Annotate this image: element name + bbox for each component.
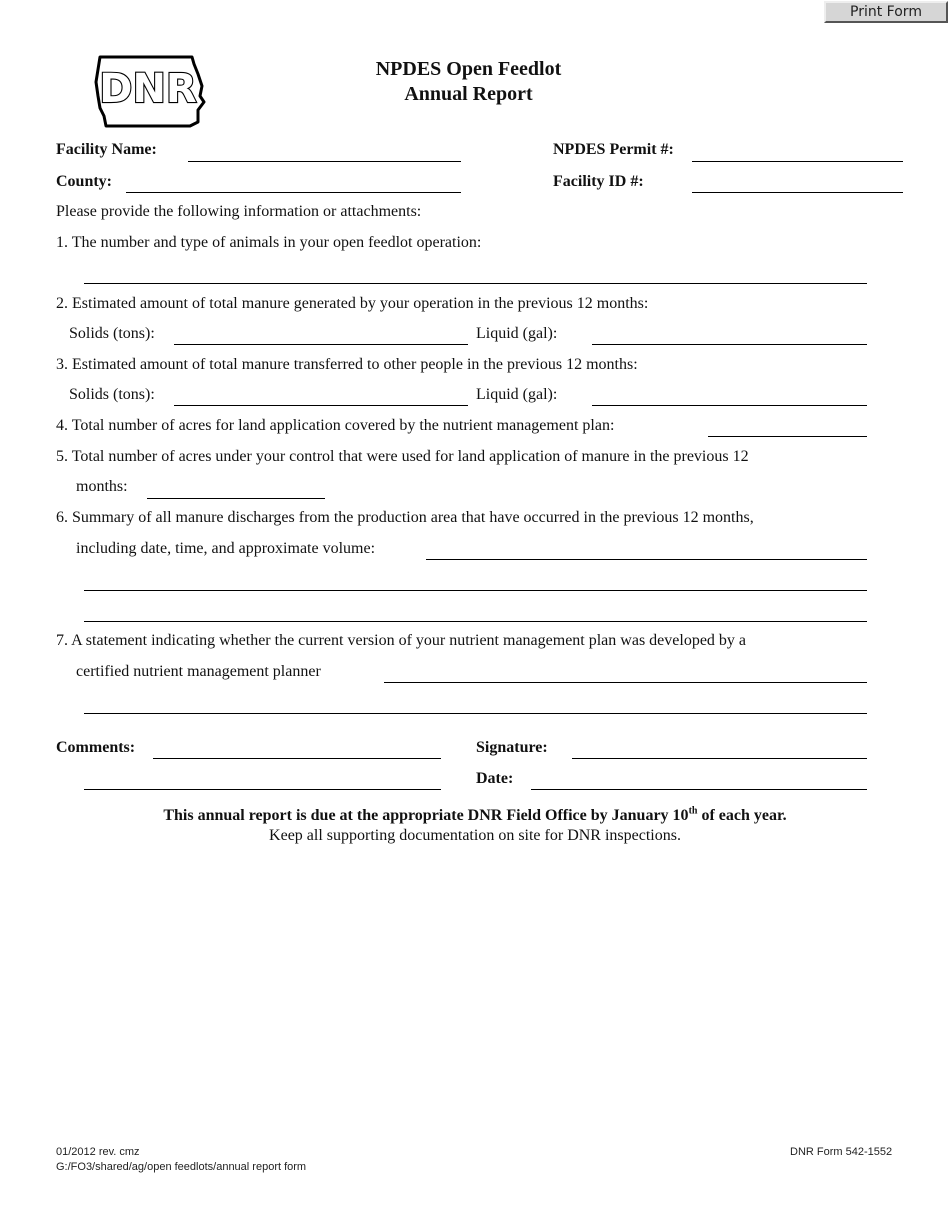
due-notice-text: This annual report is due at the appropriate DNR Field Office by January 10 [163,807,689,824]
question-7: 7. A statement indicating whether the current version of your nutrient management plan was developed by a [56,632,747,649]
date-input[interactable] [531,769,867,790]
dnr-logo [94,52,208,128]
date-label: Date: [476,770,514,787]
question-1: 1. The number and type of animals in your open feedlot operation: [56,234,482,251]
comments-label: Comments: [56,739,136,756]
question-2: 2. Estimated amount of total manure generated by your operation in the previous 12 months: [56,295,649,312]
print-form-button[interactable]: Print Form [824,1,948,23]
transferred-liquid-label: Liquid (gal): [476,386,558,403]
page-title: NPDES Open Feedlot [375,58,562,80]
question-5-cont: months: [76,478,128,495]
revision-text: 01/2012 rev. cmz [56,1146,140,1158]
signature-input[interactable] [572,738,867,759]
due-notice-tail: of each year. [697,807,787,824]
question-4: 4. Total number of acres for land application covered by the nutrient management plan: [56,417,615,434]
acres-plan-input[interactable] [708,416,867,437]
discharges-input-1[interactable] [426,539,867,560]
question-7-cont: certified nutrient management planner [76,663,321,680]
facility-name-input[interactable] [188,141,461,162]
page-subtitle: Annual Report [404,83,533,105]
generated-liquid-label: Liquid (gal): [476,325,558,342]
iowa-state-outline-icon [94,52,208,128]
npdes-permit-label: NPDES Permit #: [553,141,674,158]
question-5: 5. Total number of acres under your control that were used for land application of manure in the previous 12 [56,448,749,465]
generated-solids-input[interactable] [174,324,468,345]
intro-text: Please provide the following information or attachments: [56,203,422,220]
documentation-notice: Keep all supporting documentation on site for DNR inspections. [269,827,681,844]
facility-name-label: Facility Name: [56,141,157,158]
due-notice-sup: th [688,805,698,817]
transferred-liquid-input[interactable] [592,385,867,406]
planner-statement-input-2[interactable] [84,693,867,714]
signature-label: Signature: [476,739,548,756]
transferred-solids-input[interactable] [174,385,468,406]
comments-input-2[interactable] [84,769,441,790]
animals-input[interactable] [84,263,867,284]
generated-solids-label: Solids (tons): [69,325,155,342]
county-input[interactable] [126,172,461,193]
discharges-input-2[interactable] [84,570,867,591]
facility-id-label: Facility ID #: [553,173,644,190]
comments-input-1[interactable] [153,738,441,759]
logo-text: DNR [99,66,197,112]
county-label: County: [56,173,113,190]
generated-liquid-input[interactable] [592,324,867,345]
planner-statement-input-1[interactable] [384,662,867,683]
form-number: DNR Form 542-1552 [790,1146,893,1158]
transferred-solids-label: Solids (tons): [69,386,155,403]
discharges-input-3[interactable] [84,601,867,622]
npdes-permit-input[interactable] [692,141,903,162]
file-path-text: G:/FO3/shared/ag/open feedlots/annual report form [56,1161,307,1173]
question-6: 6. Summary of all manure discharges from the production area that have occurred in the previous 12 months, [56,509,754,526]
due-notice [0,806,950,826]
question-3: 3. Estimated amount of total manure transferred to other people in the previous 12 months: [56,356,638,373]
acres-used-input[interactable] [147,478,325,499]
facility-id-input[interactable] [692,172,903,193]
question-6-cont: including date, time, and approximate volume: [76,540,376,557]
